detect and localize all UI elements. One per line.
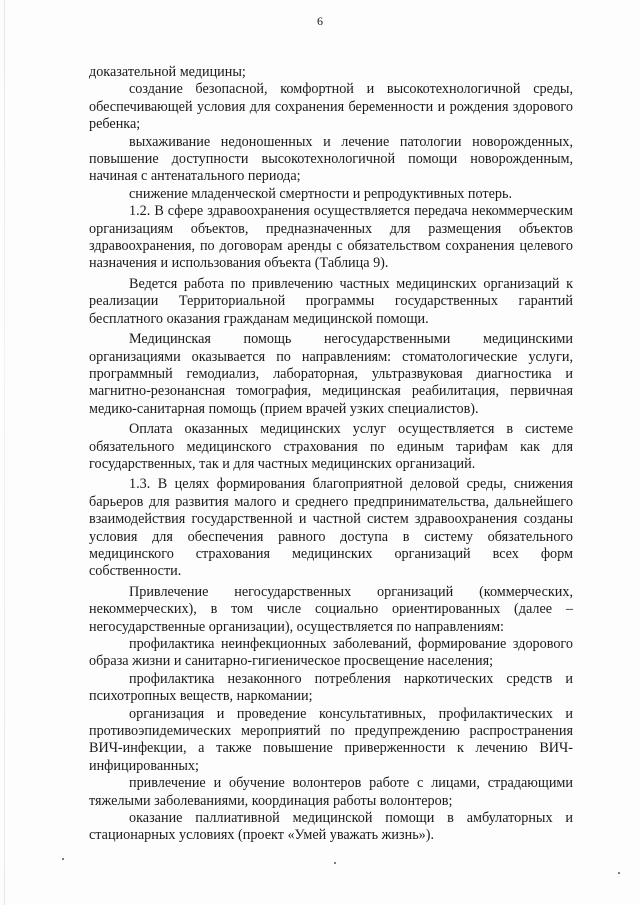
page-number: 6	[317, 14, 323, 28]
scan-speck	[618, 872, 620, 874]
paragraph-6: Ведется работа по привлечению частных медицинских организаций к реализации Территориальной программы государственных гарантий бесплатного оказания гражданам медицинской помощи.	[89, 275, 573, 327]
paragraph-10: Привлечение негосударственных организаций (коммерческих, некоммерческих), в том числе социально ориентированных (далее – негосударственные организации), осуществляется по направлениям:	[89, 583, 573, 635]
paragraph-3: выхаживание недоношенных и лечение патологии новорожденных, повышение доступности высокотехнологичной помощи новорожденным, начиная с антенатального периода;	[89, 133, 573, 185]
paragraph-5: 1.2. В сфере здравоохранения осуществляется передача некоммерческим организациям объектов, предназначенных для размещения объектов здравоохранения, по договорам аренды с обязательством сохранения целевого назначения и использования объекта (Таблица 9).	[89, 203, 573, 272]
paragraph-2: создание безопасной, комфортной и высокотехнологичной среды, обеспечивающей условия для сохранения беременности и рождения здорового ребенка;	[89, 81, 573, 133]
paragraph-14: привлечение и обучение волонтеров работе с лицами, страдающими тяжелыми заболеваниями, координация работы волонтеров;	[89, 775, 573, 809]
scan-edge-shadow	[4, 0, 5, 905]
paragraph-4: снижение младенческой смертности и репродуктивных потерь.	[129, 185, 513, 202]
scan-speck	[62, 858, 64, 860]
paragraph-8: Оплата оказанных медицинских услуг осуществляется в системе обязательного медицинского страхования по единым тарифам как для государственных, так и для частных медицинских организаций.	[89, 421, 573, 472]
paragraph-15: оказание паллиативной медицинской помощи в амбулаторных и стационарных условиях (проект «Умей уважать жизнь»).	[89, 810, 573, 844]
scan-speck	[334, 862, 336, 864]
paragraph-11: профилактика неинфекционных заболеваний, формирование здорового образа жизни и санитарно-гигиеническое просвещение населения;	[89, 636, 573, 670]
paragraph-9: 1.3. В целях формирования благоприятной деловой среды, снижения барьеров для развития малого и среднего предпринимательства, дальнейшего взаимодействия государственной и частной систем здравоохранения созданы условия для обеспечения равного доступа в систему обязательного медицинского страхования медицинских организаций всех форм собственности.	[89, 476, 573, 580]
paragraph-12: профилактика незаконного потребления наркотических средств и психотропных веществ, наркомании;	[89, 670, 573, 705]
document-body	[89, 64, 573, 845]
paragraph-13: организация и проведение консультативных, профилактических и противоэпидемических мероприятий по предупреждению распространения ВИЧ-инфекции, а также повышение приверженности к лечению ВИЧ-инфицированных;	[89, 705, 573, 774]
paragraph-1: доказательной медицины;	[89, 64, 246, 80]
paragraph-7: Медицинская помощь негосударственными медицинскими организациями оказывается по направлениям: стоматологические услуги, программный гемодиализ, лабораторная, ультразвуковая диагностика и магнитно-резонансная томография, медицинская реабилитация, первичная медико-санитарная помощь (прием врачей узких специалистов).	[89, 331, 573, 417]
